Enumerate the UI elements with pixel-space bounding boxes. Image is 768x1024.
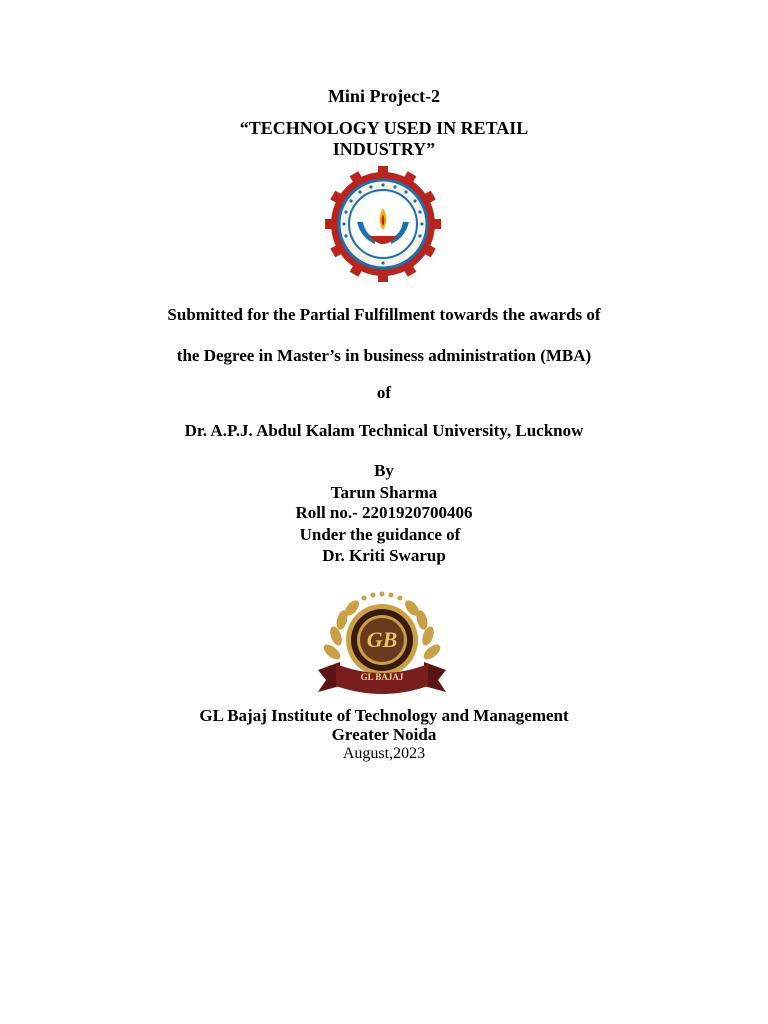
submission-date: August,2023: [342, 745, 426, 762]
guide-name: Dr. Kriti Swarup: [322, 546, 446, 565]
title-line-1: “TECHNOLOGY USED IN RETAIL: [239, 118, 529, 138]
institute-city: Greater Noida: [331, 725, 437, 744]
roll-number: Roll no.- 2201920700406: [295, 503, 473, 522]
degree-line: the Degree in Master’s in business administration (MBA): [176, 346, 592, 365]
by-label: By: [374, 461, 394, 480]
aktu-university-seal-icon: [323, 164, 443, 284]
university-line: Dr. A.P.J. Abdul Kalam Technical University, Lucknow: [184, 421, 584, 440]
project-label: Mini Project-2: [327, 86, 441, 106]
crest-ribbon-text: GL BAJAJ: [360, 672, 404, 682]
svg-text:GB: GB: [366, 627, 398, 652]
of-line: of: [376, 383, 392, 402]
guidance-label: Under the guidance of: [299, 525, 461, 544]
student-name: Tarun Sharma: [330, 483, 438, 502]
institute-name: GL Bajaj Institute of Technology and Management: [199, 706, 569, 725]
submitted-line: Submitted for the Partial Fulfillment towards the awards of: [167, 305, 601, 324]
title-line-2: INDUSTRY”: [332, 139, 436, 159]
